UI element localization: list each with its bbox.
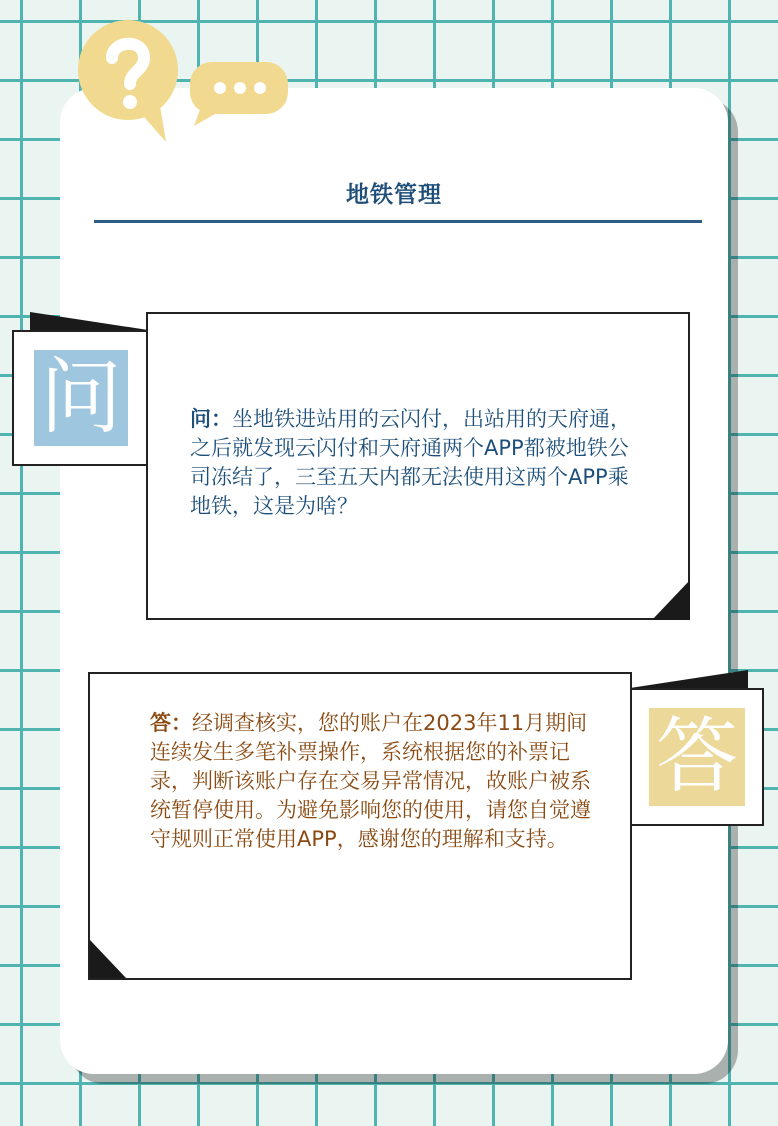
- page-fold-corner: [652, 580, 692, 620]
- tag-top-flap: [30, 312, 150, 332]
- page-fold-corner: [88, 940, 128, 980]
- question-tag: [12, 330, 148, 466]
- question-tag-character: 问: [34, 350, 128, 446]
- question-bubble-icon: [76, 18, 186, 142]
- answer-text: [150, 709, 600, 854]
- answer-tag: [630, 688, 764, 826]
- page-title: 地铁管理: [346, 182, 442, 208]
- answer-tag-character: 答: [649, 708, 745, 806]
- tag-top-flap: [630, 670, 750, 690]
- answer-lead: 答：: [150, 711, 192, 735]
- question-lead: 问：: [190, 407, 232, 431]
- title-divider: [94, 220, 702, 223]
- question-body: 坐地铁进站用的云闪付，出站用的天府通，之后就发现云闪付和天府通两个APP都被地铁公司冻结了，三至五天内都无法使用这两个APP乘地铁，这是为啥？: [190, 407, 631, 518]
- ellipsis-bubble-icon: [188, 60, 292, 126]
- answer-body: 经调查核实，您的账户在2023年11月期间连续发生多笔补票操作，系统根据您的补票记录，判断该账户存在交易异常情况，故账户被系统暂停使用。为避免影响您的使用，请您自觉遵守规则正常使用APP，感谢您的理解和支持。: [150, 711, 591, 851]
- question-text: [190, 405, 640, 521]
